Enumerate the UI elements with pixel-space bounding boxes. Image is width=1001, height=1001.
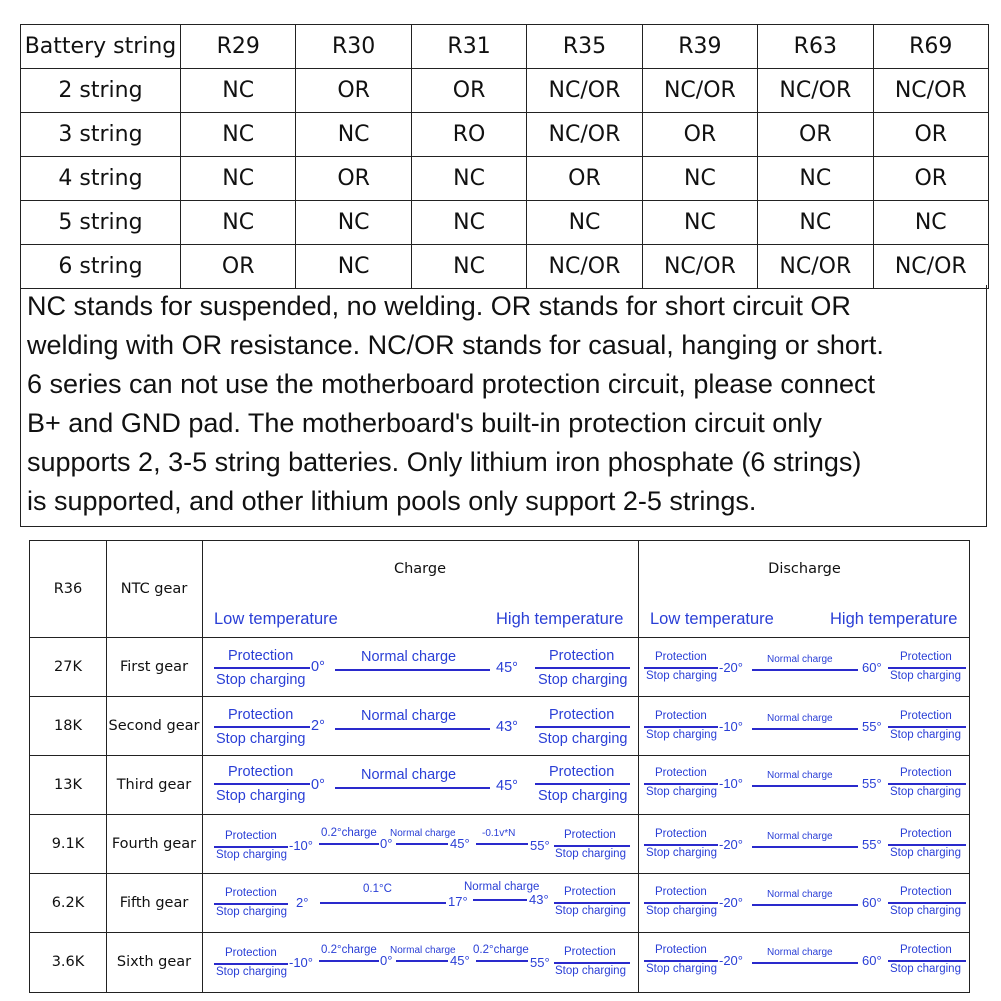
grid-line	[202, 541, 203, 992]
scale-line	[752, 846, 858, 848]
table-cell: NC	[296, 113, 411, 157]
table-cell: NC/OR	[527, 113, 642, 157]
charge-rate-label: 0.2°charge	[321, 827, 377, 839]
scale-line	[319, 843, 379, 845]
stop-charging-label: Stop charging	[216, 906, 287, 918]
protection-label: Protection	[655, 944, 707, 956]
header-cell: R30	[296, 25, 411, 69]
protection-label: Protection	[225, 887, 277, 899]
charge-high-temperature: High temperature	[496, 610, 624, 628]
table-note	[20, 285, 987, 527]
protection-label: Protection	[228, 764, 294, 780]
temperature-value: 0°	[311, 659, 325, 675]
table-cell: NC	[527, 201, 642, 245]
temperature-value: 0°	[380, 836, 393, 851]
scale-line	[752, 785, 858, 787]
stop-charging-label: Stop charging	[890, 963, 961, 975]
scale-line	[752, 962, 858, 964]
protection-label: Protection	[564, 946, 616, 958]
header-cell: R31	[411, 25, 526, 69]
stop-charging-label: Stop charging	[216, 849, 287, 861]
note-line: is supported, and other lithium pools only support 2-5 strings.	[27, 486, 757, 516]
temperature-value: -10°	[289, 955, 313, 970]
table-cell: NC	[758, 157, 873, 201]
ntc-gear-table	[29, 540, 970, 993]
scale-line	[888, 844, 966, 846]
note-line: NC stands for suspended, no welding. OR stands for short circuit OR	[27, 291, 851, 321]
scale-line	[888, 726, 966, 728]
table-cell: 5 string	[21, 201, 181, 245]
table-cell: NC/OR	[873, 69, 988, 113]
stop-charging-label: Stop charging	[646, 963, 717, 975]
scale-line	[396, 843, 448, 845]
temperature-value: 45°	[496, 660, 518, 676]
temperature-value: 2°	[311, 718, 325, 734]
scale-line	[335, 669, 490, 671]
header-cell: R39	[642, 25, 757, 69]
table-cell: NC/OR	[527, 245, 642, 289]
voltage-label: -0.1v*N	[482, 828, 516, 839]
table-cell: NC	[181, 157, 296, 201]
temperature-value: 45°	[496, 778, 518, 794]
stop-charging-label: Stop charging	[555, 848, 626, 860]
temperature-value: -20°	[719, 895, 743, 910]
table-cell: RO	[411, 113, 526, 157]
stop-charging-label: Stop charging	[538, 731, 628, 747]
normal-charge-label: Normal charge	[361, 708, 457, 724]
protection-label: Protection	[655, 886, 707, 898]
charge-rate-label: 0.2°charge	[321, 944, 377, 956]
stop-charging-label: Stop charging	[216, 672, 306, 688]
table-row	[21, 245, 989, 289]
scale-line	[554, 962, 630, 964]
temperature-value: 60°	[862, 895, 882, 910]
note-line: welding with OR resistance. NC/OR stands for casual, hanging or short.	[27, 330, 884, 360]
scale-line	[644, 902, 718, 904]
scale-line	[752, 669, 858, 671]
table-cell: OR	[758, 113, 873, 157]
temperature-value: -10°	[719, 719, 743, 734]
table-cell: NC	[758, 201, 873, 245]
temperature-value: 17°	[448, 894, 468, 909]
note-line: supports 2, 3-5 string batteries. Only lithium iron phosphate (6 strings)	[27, 447, 862, 477]
table-cell: OR	[411, 69, 526, 113]
scale-line	[554, 845, 630, 847]
header-r36: R36	[53, 581, 83, 597]
temperature-value: 55°	[862, 776, 882, 791]
scale-line	[535, 667, 630, 669]
scale-line	[396, 960, 448, 962]
table-cell: 3 string	[21, 113, 181, 157]
scale-line	[319, 960, 379, 962]
protection-label: Protection	[655, 651, 707, 663]
normal-charge-label: Normal charge	[767, 831, 833, 842]
temperature-value: 55°	[862, 719, 882, 734]
stop-charging-label: Stop charging	[555, 905, 626, 917]
scale-line	[335, 728, 490, 730]
charge-rate-label: 0.2°charge	[473, 944, 529, 956]
stop-charging-label: Stop charging	[890, 847, 961, 859]
header-cell: R69	[873, 25, 988, 69]
protection-label: Protection	[225, 947, 277, 959]
stop-charging-label: Stop charging	[216, 788, 306, 804]
table-cell: NC/OR	[758, 245, 873, 289]
protection-label: Protection	[900, 710, 952, 722]
temperature-value: 55°	[862, 837, 882, 852]
temperature-value: 55°	[530, 955, 550, 970]
table-cell: NC/OR	[758, 69, 873, 113]
protection-label: Protection	[900, 828, 952, 840]
scale-line	[752, 904, 858, 906]
r36-value: 6.2K	[51, 894, 85, 911]
stop-charging-label: Stop charging	[216, 731, 306, 747]
header-cell: Battery string	[21, 25, 181, 69]
protection-label: Protection	[564, 829, 616, 841]
normal-charge-label: Normal charge	[361, 649, 457, 665]
scale-line	[888, 902, 966, 904]
stop-charging-label: Stop charging	[538, 788, 628, 804]
scale-line	[476, 960, 528, 962]
stop-charging-label: Stop charging	[890, 670, 961, 682]
table-cell: NC	[642, 157, 757, 201]
discharge-low-temperature: Low temperature	[650, 610, 774, 628]
normal-charge-label: Normal charge	[767, 947, 833, 958]
table-row	[21, 157, 989, 201]
header-cell: R29	[181, 25, 296, 69]
table-cell: OR	[527, 157, 642, 201]
protection-label: Protection	[564, 886, 616, 898]
table-cell: OR	[296, 69, 411, 113]
table-cell: NC	[642, 201, 757, 245]
stop-charging-label: Stop charging	[538, 672, 628, 688]
table-row	[21, 201, 989, 245]
stop-charging-label: Stop charging	[646, 670, 717, 682]
table-cell: NC/OR	[642, 245, 757, 289]
r36-value: 9.1K	[51, 835, 85, 852]
scale-line	[214, 846, 288, 848]
temperature-value: 43°	[529, 892, 549, 907]
scale-line	[554, 902, 630, 904]
header-cell: R35	[527, 25, 642, 69]
scale-line	[320, 902, 446, 904]
temperature-value: 45°	[450, 836, 470, 851]
header-discharge: Discharge	[768, 561, 841, 577]
gear-name: Fourth gear	[111, 835, 197, 852]
stop-charging-label: Stop charging	[216, 966, 287, 978]
protection-label: Protection	[900, 767, 952, 779]
discharge-high-temperature: High temperature	[830, 610, 958, 628]
table-cell: OR	[296, 157, 411, 201]
gear-name: Fifth gear	[119, 894, 189, 911]
scale-line	[888, 667, 966, 669]
protection-label: Protection	[228, 707, 294, 723]
table-cell: NC	[411, 201, 526, 245]
normal-charge-label: Normal charge	[767, 889, 833, 900]
note-line: 6 series can not use the motherboard protection circuit, please connect	[27, 369, 875, 399]
table-cell: NC/OR	[873, 245, 988, 289]
stop-charging-label: Stop charging	[646, 786, 717, 798]
stop-charging-label: Stop charging	[646, 729, 717, 741]
stop-charging-label: Stop charging	[646, 905, 717, 917]
protection-label: Protection	[228, 648, 294, 664]
table-cell: OR	[873, 157, 988, 201]
r36-value: 13K	[54, 776, 82, 793]
header-ntc-gear: NTC gear	[120, 581, 188, 597]
header-charge: Charge	[393, 561, 447, 577]
table-cell: NC/OR	[527, 69, 642, 113]
normal-charge-label: Normal charge	[767, 654, 833, 665]
scale-line	[644, 844, 718, 846]
table-row	[21, 69, 989, 113]
grid-line	[638, 541, 639, 992]
normal-charge-label: Normal charge	[390, 945, 456, 956]
normal-charge-label: Normal charge	[390, 828, 456, 839]
scale-line	[214, 667, 310, 669]
protection-label: Protection	[900, 944, 952, 956]
scale-line	[535, 726, 630, 728]
protection-label: Protection	[549, 707, 615, 723]
scale-line	[644, 726, 718, 728]
scale-line	[335, 787, 490, 789]
gear-name: Second gear	[108, 717, 200, 734]
table-cell: 2 string	[21, 69, 181, 113]
table-cell: 4 string	[21, 157, 181, 201]
r36-value: 27K	[54, 658, 82, 675]
stop-charging-label: Stop charging	[890, 905, 961, 917]
protection-label: Protection	[549, 648, 615, 664]
temperature-value: 60°	[862, 660, 882, 675]
scale-line	[214, 783, 310, 785]
protection-label: Protection	[655, 710, 707, 722]
battery-string-table	[20, 24, 989, 289]
temperature-value: -20°	[719, 953, 743, 968]
table-cell: NC	[296, 245, 411, 289]
protection-label: Protection	[225, 830, 277, 842]
charge-rate-label: 0.1°C	[363, 883, 392, 895]
table-header-row	[21, 25, 989, 69]
table-cell: NC	[181, 113, 296, 157]
scale-line	[535, 783, 630, 785]
r36-value: 3.6K	[51, 954, 85, 970]
header-cell: R63	[758, 25, 873, 69]
temperature-value: 0°	[380, 953, 393, 968]
scale-line	[888, 783, 966, 785]
stop-charging-label: Stop charging	[890, 786, 961, 798]
protection-label: Protection	[655, 828, 707, 840]
stop-charging-label: Stop charging	[890, 729, 961, 741]
table-cell: NC	[873, 201, 988, 245]
protection-label: Protection	[900, 651, 952, 663]
temperature-value: 0°	[311, 777, 325, 793]
table-cell: OR	[873, 113, 988, 157]
table-cell: NC	[411, 245, 526, 289]
gear-name: Third gear	[116, 776, 192, 793]
stop-charging-label: Stop charging	[555, 965, 626, 977]
table-cell: NC	[181, 201, 296, 245]
scale-line	[644, 667, 718, 669]
protection-label: Protection	[900, 886, 952, 898]
temperature-value: 2°	[296, 895, 309, 910]
table-cell: NC	[296, 201, 411, 245]
temperature-value: 55°	[530, 838, 550, 853]
temperature-value: 43°	[496, 719, 518, 735]
scale-line	[888, 960, 966, 962]
table-cell: OR	[642, 113, 757, 157]
gear-name: Sixth gear	[116, 954, 192, 970]
stop-charging-label: Stop charging	[646, 847, 717, 859]
scale-line	[644, 960, 718, 962]
temperature-value: -20°	[719, 837, 743, 852]
table-cell: 6 string	[21, 245, 181, 289]
table-cell: OR	[181, 245, 296, 289]
protection-label: Protection	[549, 764, 615, 780]
scale-line	[473, 899, 527, 901]
note-line: B+ and GND pad. The motherboard's built-in protection circuit only	[27, 408, 822, 438]
temperature-value: -10°	[719, 776, 743, 791]
normal-charge-label: Normal charge	[464, 881, 540, 893]
temperature-value: -10°	[289, 838, 313, 853]
gear-name: First gear	[119, 658, 189, 675]
normal-charge-label: Normal charge	[767, 770, 833, 781]
table-row	[21, 113, 989, 157]
normal-charge-label: Normal charge	[361, 767, 457, 783]
scale-line	[752, 728, 858, 730]
scale-line	[214, 903, 288, 905]
charge-low-temperature: Low temperature	[214, 610, 338, 628]
r36-value: 18K	[54, 717, 82, 734]
protection-label: Protection	[655, 767, 707, 779]
table-cell: NC/OR	[642, 69, 757, 113]
scale-line	[644, 783, 718, 785]
temperature-value: 45°	[450, 953, 470, 968]
scale-line	[214, 963, 288, 965]
scale-line	[476, 843, 528, 845]
temperature-value: -20°	[719, 660, 743, 675]
temperature-value: 60°	[862, 953, 882, 968]
table-cell: NC	[181, 69, 296, 113]
table-cell: NC	[411, 157, 526, 201]
scale-line	[214, 726, 310, 728]
normal-charge-label: Normal charge	[767, 713, 833, 724]
